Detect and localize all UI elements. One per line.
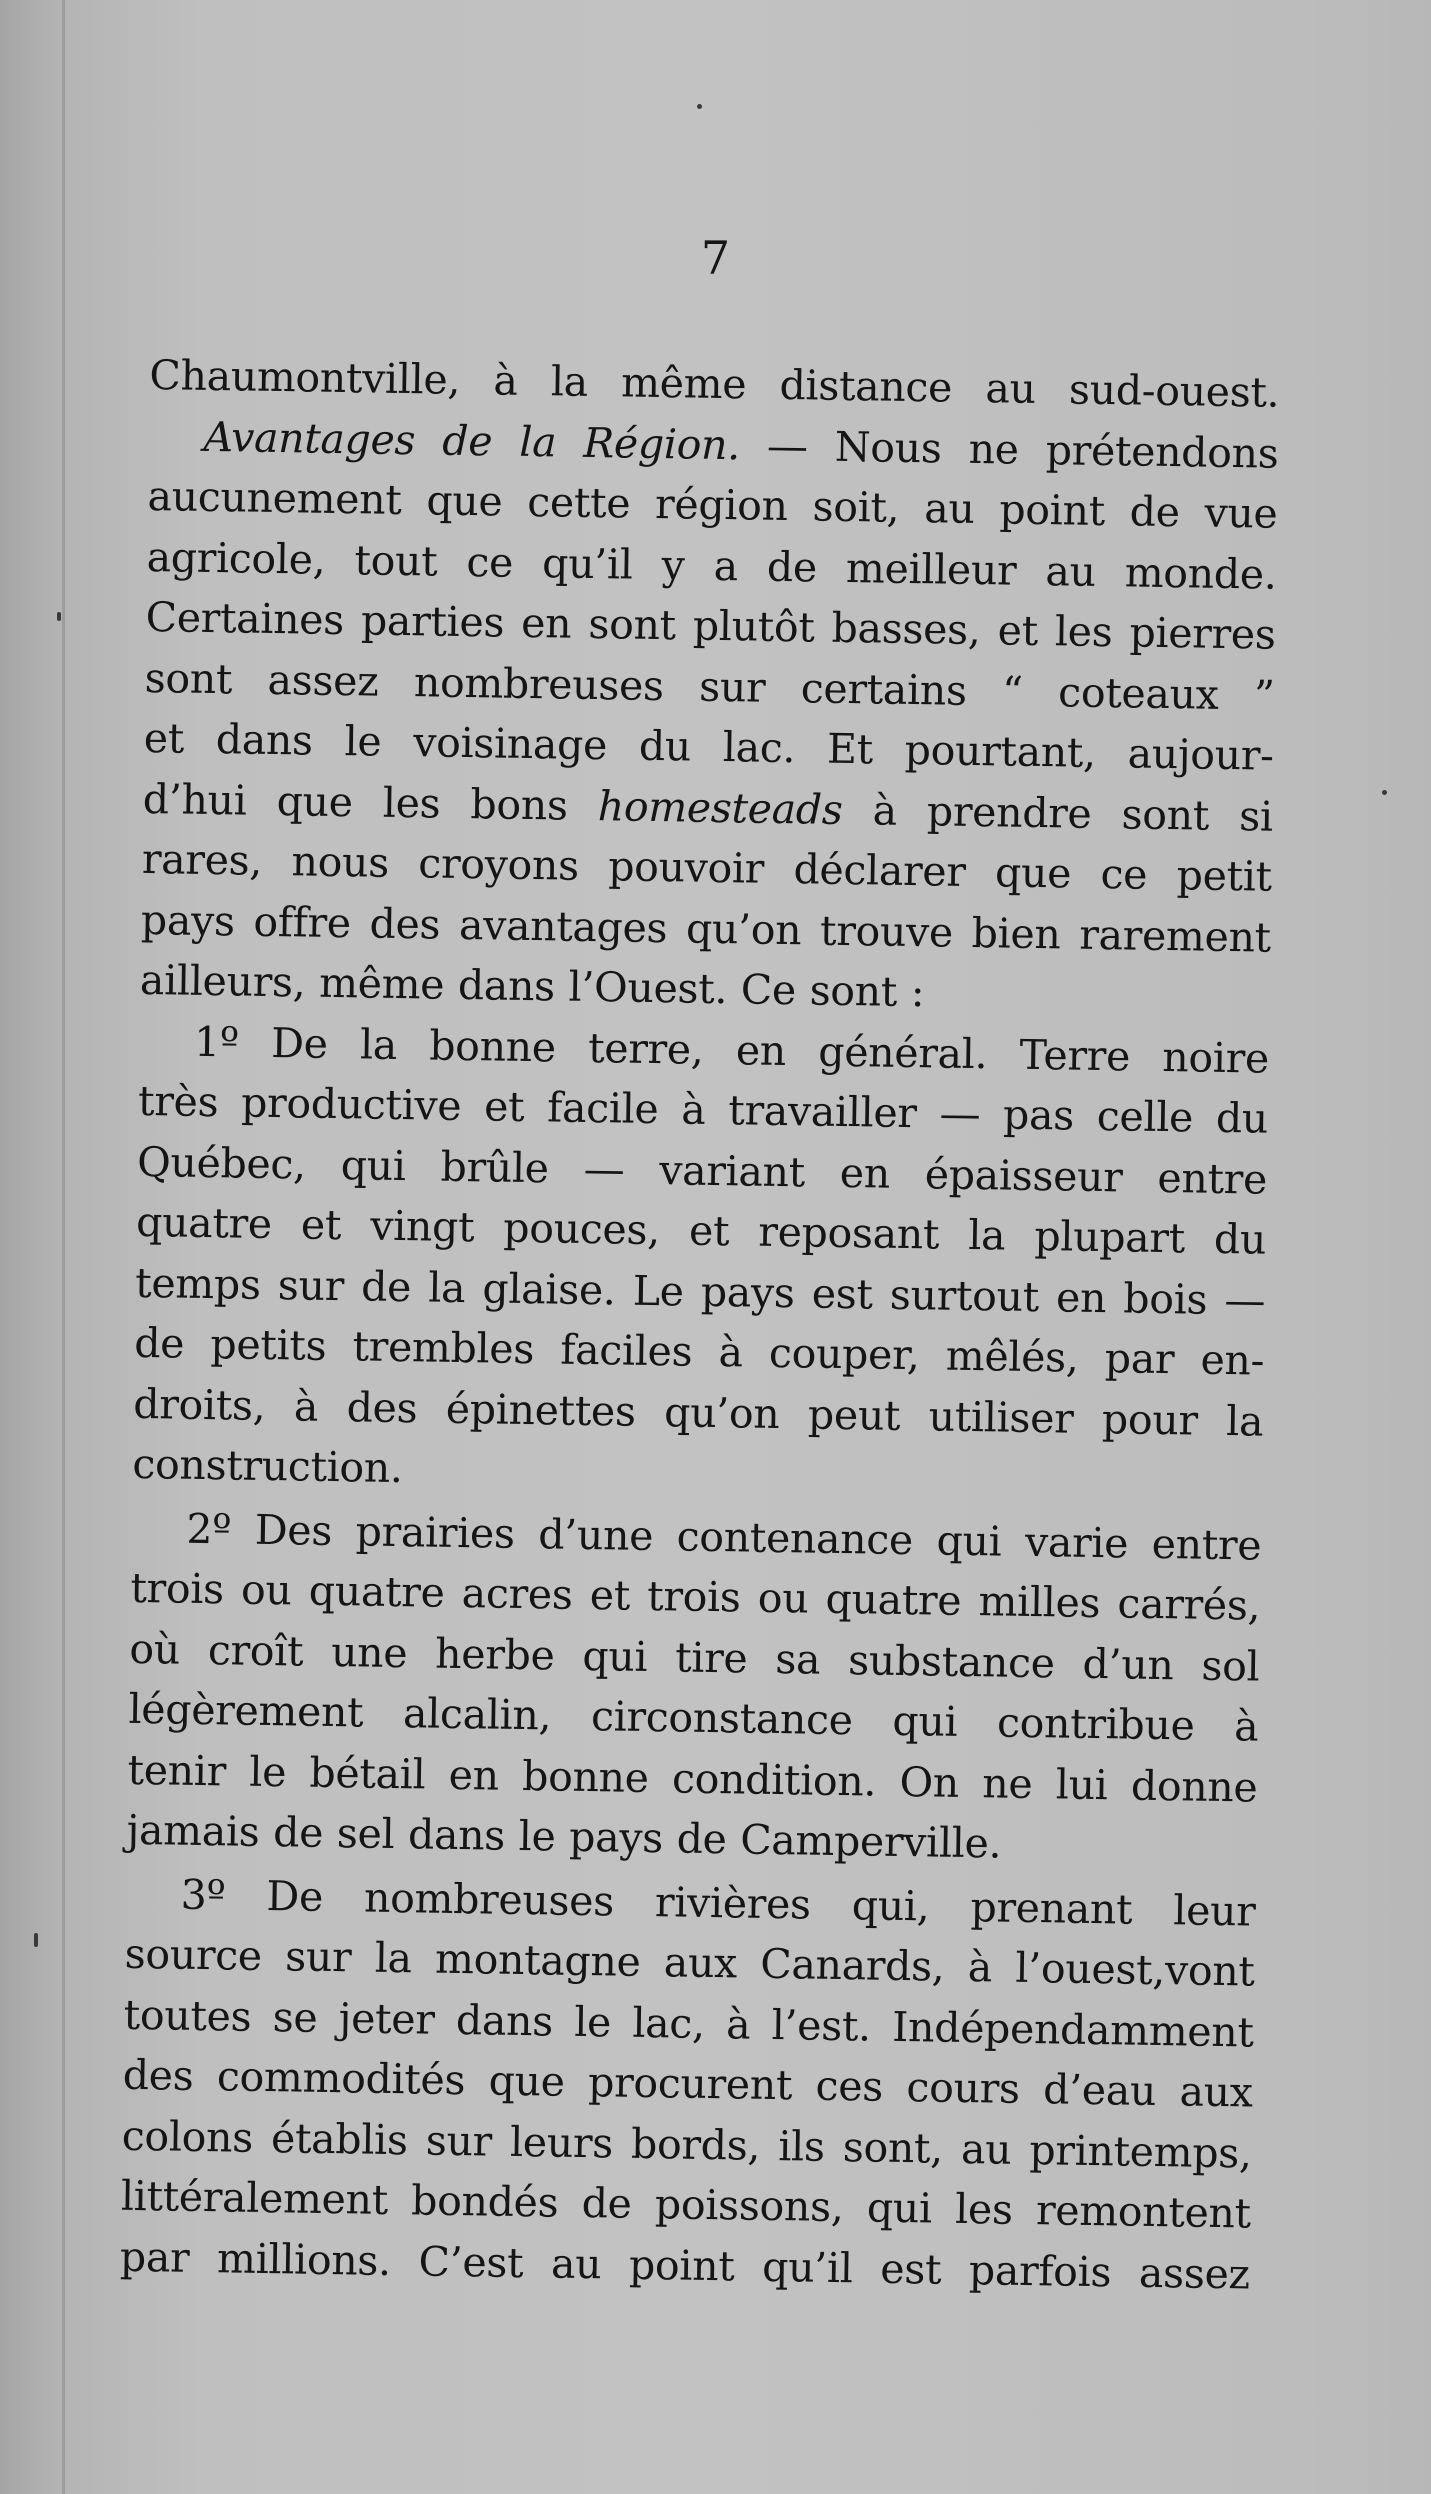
text-span: littéralement bondés de poissons, qui les remontent [120,2171,1252,2238]
text-span: des commodités que procurent ces cours d’eau aux [122,2050,1254,2117]
text-span: légèrement alcalin, circonstance qui contribue à [128,1684,1259,1751]
text-span: agricole, tout ce qu’il y a de meilleur au monde. [146,532,1277,599]
text-span: où croît une herbe qui tire sa substance d’un sol [129,1624,1260,1691]
text-span: colons établis sur leurs bords, ils sont, au printemps, [121,2111,1253,2178]
text-span: trois ou quatre acres et trois ou quatre milles carrés, [130,1563,1261,1630]
text-span: jamais de sel dans le pays de Camperville. [126,1805,1002,1868]
text-span: rares, nous croyons pouvoir déclarer que ce petit [141,834,1273,901]
text-span: 3º De nombreuses rivières qui, prenant leur [180,1870,1256,1936]
text-span: très productive et facile à travailler — pas celle du [137,1076,1269,1143]
italic-word: homesteads [597,781,843,834]
text-span: et dans le voisinage du lac. Et pourtant, aujour- [143,713,1275,780]
text-span: sont assez nombreuses sur certains “ coteaux ” [144,653,1276,720]
binding-edge [62,0,65,2494]
text-span: source sur la montagne aux Canards, à l’ouest,vont [124,1929,1255,1996]
text-span: Québec, qui brûle — variant en épaisseur entre [136,1137,1268,1204]
text-span: 1º De la bonne terre, en général. Terre noire [193,1017,1270,1083]
text-span: Certaines parties en sont plutôt basses, et les pierres [145,592,1276,659]
text-span: d’hui que les bons [142,774,599,830]
text-span: construction. [132,1439,404,1493]
text-span: 2º Des prairies d’une contenance qui varie entre [186,1504,1262,1570]
text-span: — Nous ne prétendons [739,420,1279,478]
ink-speck [1382,790,1387,795]
text-span: à prendre sont si [842,785,1274,841]
ink-speck [57,612,61,621]
text-span: tenir le bétail en bonne condition. On ne lui donne [127,1745,1258,1812]
text-span: ailleurs, même dans l’Ouest. Ce sont : [139,955,925,1017]
text-span: droits, à des épinettes qu’on peut utiliser pour la [132,1379,1264,1446]
section-heading: Avantages de la Région. [203,412,741,469]
text-span: toutes se jeter dans le lac, à l’est. Indépendamment [123,1990,1255,2057]
text-span: pays offre des avantages qu’on trouve bien rarement [140,895,1272,962]
text-span: temps sur de la glaise. Le pays est surtout en bois — [134,1258,1266,1325]
text-span: de petits trembles faciles à couper, mêlés, par en- [133,1318,1265,1385]
body-text [119,345,1279,2305]
text-span: par millions. C’est au point qu’il est parfois assez [119,2232,1251,2299]
ink-speck [34,1933,38,1947]
text-span: quatre et vingt pouces, et reposant la plupart du [135,1197,1267,1264]
text-span: Chaumontville, à la même distance au sud-ouest. [149,350,1280,417]
ink-speck [697,104,702,109]
text-span: aucunement que cette région soit, au point de vue [147,471,1278,538]
page-number: 7 [700,231,731,285]
